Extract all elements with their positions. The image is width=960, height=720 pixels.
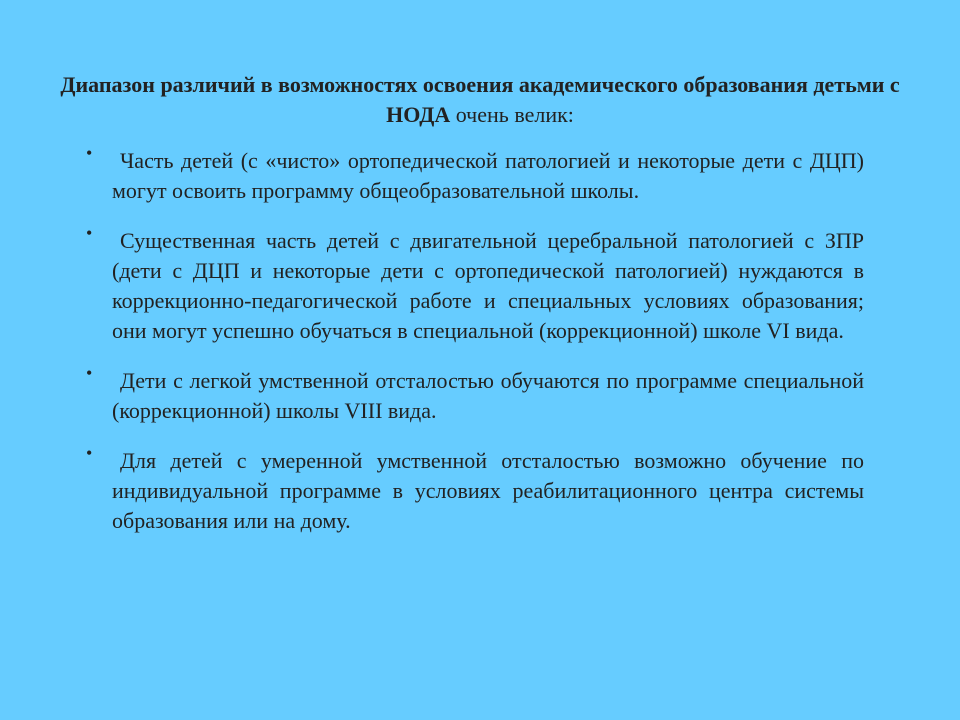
bullet-item	[84, 223, 864, 346]
bullet-dot-icon: •	[86, 143, 93, 163]
bullet-list	[84, 143, 864, 556]
title-normal-text: очень велик:	[450, 102, 574, 127]
slide-title	[60, 70, 900, 130]
bullet-text: Дети с легкой умственной отсталостью обучаются по программе специальной (коррекционной) школы VIII вида.	[112, 368, 864, 423]
bullet-text: Существенная часть детей с двигательной церебральной патологией с ЗПР (дети с ДЦП и некоторые дети с ортопедической патологией) нуждаются в коррекционно-педагогической работе и специальных условиях образования; они могут успешно обучаться в специальной (коррекционной) школе VI вида.	[112, 228, 864, 343]
bullet-item	[84, 363, 864, 426]
bullet-dot-icon: •	[86, 223, 93, 243]
bullet-text: Часть детей (с «чисто» ортопедической патологией и некоторые дети с ДЦП) могут освоить программу общеобразовательной школы.	[112, 148, 864, 203]
bullet-dot-icon: •	[86, 363, 93, 383]
bullet-dot-icon: •	[86, 443, 93, 463]
bullet-item	[84, 443, 864, 536]
bullet-item	[84, 143, 864, 206]
title-bold-text: Диапазон различий в возможностях освоения академического образования детьми с НОДА	[60, 72, 900, 127]
bullet-text: Для детей с умеренной умственной отсталостью возможно обучение по индивидуальной программе в условиях реабилитационного центра системы образования или на дому.	[112, 448, 864, 533]
